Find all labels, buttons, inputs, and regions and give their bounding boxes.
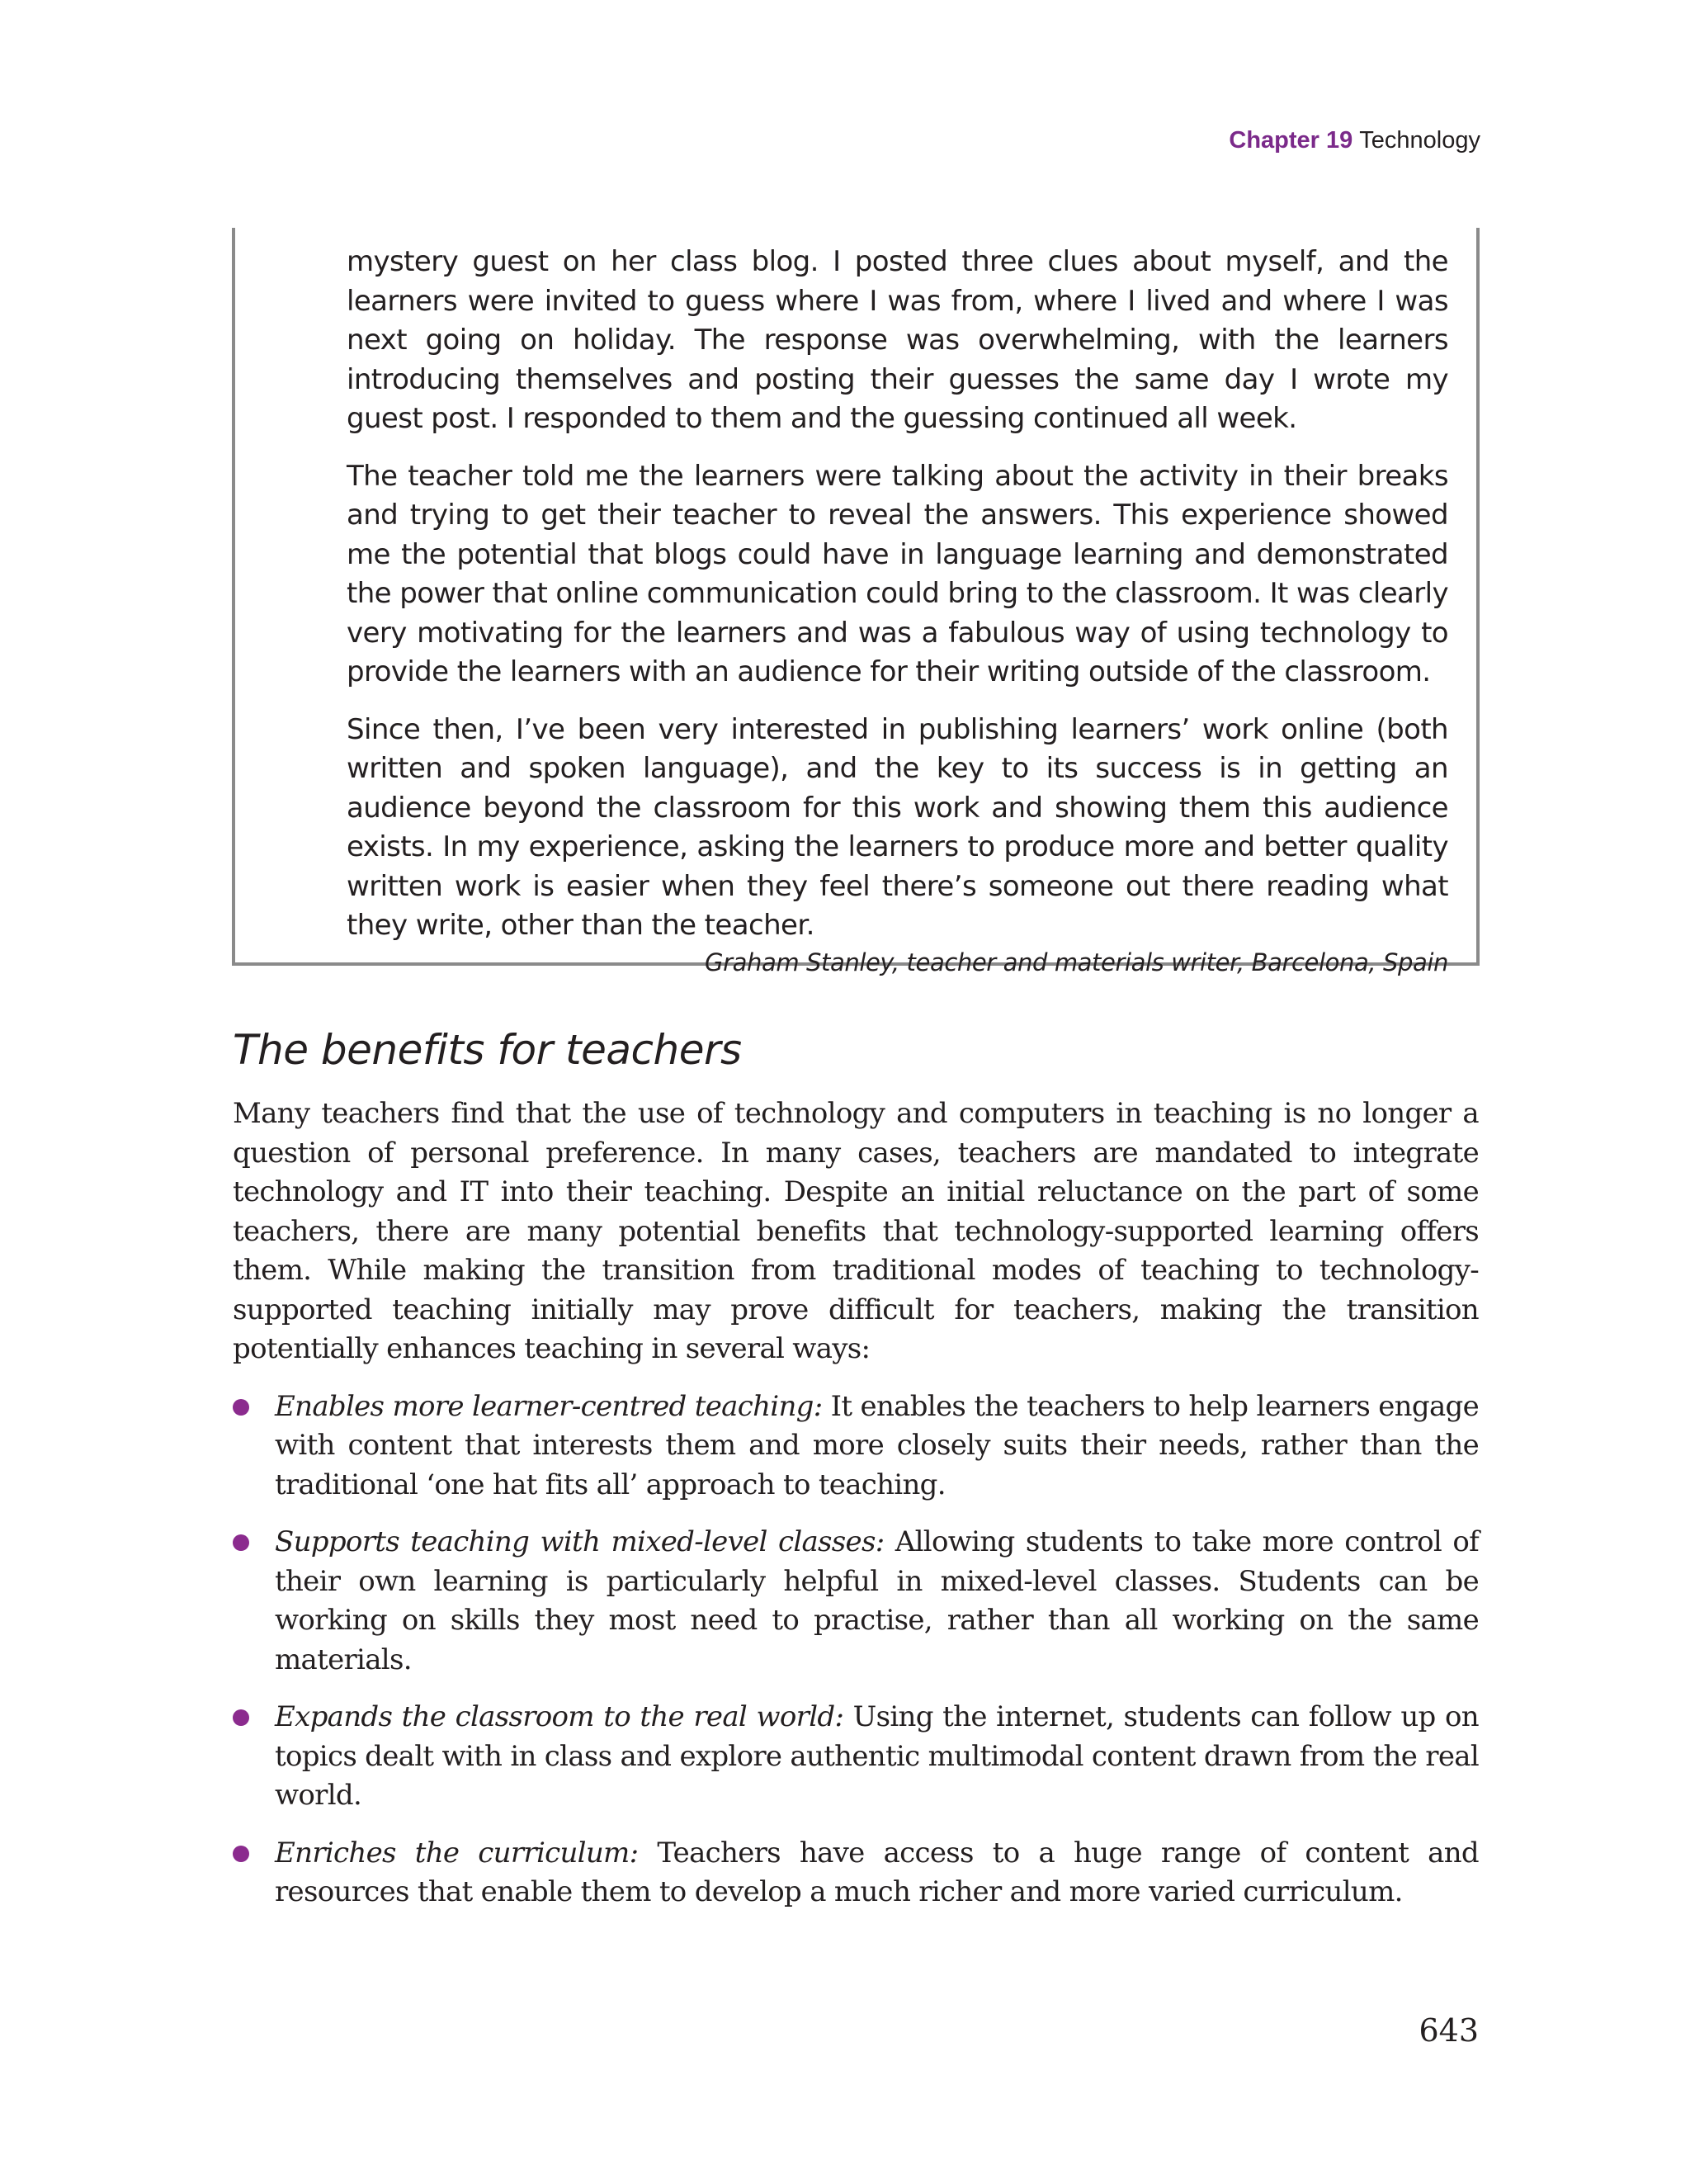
benefits-list <box>233 1387 1479 1912</box>
bullet-text: Teachers have access to a huge range of content and resources that enable them to develop a much richer and more varied curriculum. <box>275 1836 1480 1908</box>
bullet-text: Allowing students to take more control of their own learning is particularly helpful in mixed-level classes. Students can be working on skills they most need to practise, rather than all working on the same materials. <box>275 1525 1479 1676</box>
list-item <box>233 1698 1479 1816</box>
chapter-label: Chapter 19 <box>1229 127 1353 154</box>
running-head <box>1229 127 1480 154</box>
list-item <box>233 1834 1479 1912</box>
case-study-box <box>232 228 1480 976</box>
case-study-paragraph: Since then, I’ve been very interested in publishing learners’ work online (both written and spoken language), and the key to its success is in getting an audience beyond the classroom for this work and showing them this audience exists. In my experience, asking the learners to produce more and better quality written work is easier when they feel there’s someone out there reading what they write, other than the teacher. <box>347 712 1448 942</box>
bullet-text: Using the internet, students can follow up on topics dealt with in class and explore authentic multimodal content drawn from the real world. <box>275 1700 1479 1812</box>
list-item <box>233 1387 1479 1506</box>
case-study-paragraph: mystery guest on her class blog. I posted three clues about myself, and the learners were invited to guess where I was from, where I lived and where I was next going on holiday. The response was overwhelming, with the learners introducing themselves and posting their guesses the same day I wrote my guest post. I responded to them and the guessing continued all week. <box>347 245 1448 435</box>
page-number: 643 <box>1419 2012 1479 2049</box>
list-item <box>233 1523 1479 1680</box>
bullet-dot-icon <box>233 1846 249 1862</box>
bullet-term: Expands the classroom to the real world: <box>275 1700 844 1733</box>
case-study-paragraph: The teacher told me the learners were talking about the activity in their breaks and trying to get their teacher to reveal the answers. This experience showed me the potential that blogs could have in language learning and demonstrated the power that online communication could bring to the classroom. It was clearly very motivating for the learners and was a fabulous way of using technology to provide the learners with an audience for their writing outside of the classroom. <box>347 459 1448 688</box>
main-text <box>233 1094 1479 1931</box>
bullet-dot-icon <box>233 1534 249 1551</box>
bullet-term: Enriches the curriculum: <box>275 1836 639 1870</box>
bullet-term: Enables more learner-centred teaching: <box>275 1389 823 1423</box>
section-heading: The benefits for teachers <box>233 1026 742 1074</box>
chapter-title: Technology <box>1359 127 1480 154</box>
bullet-term: Supports teaching with mixed-level classes: <box>275 1525 885 1558</box>
bullet-dot-icon <box>233 1709 249 1726</box>
intro-paragraph: Many teachers find that the use of technology and computers in teaching is no longer a question of personal preference. In many cases, teachers are mandated to integrate technology and IT into their teaching. Despite an initial reluctance on the part of some teachers, there are many potential benefits that technology-supported learning offers them. While making the transition from traditional modes of teaching to technology-supported teaching initially may prove difficult for teachers, making the transition potentially enhances teaching in several ways: <box>233 1097 1479 1365</box>
bullet-text: It enables the teachers to help learners engage with content that interests them and more closely suits their needs, rather than the traditional ‘one hat fits all’ approach to teaching. <box>275 1389 1480 1501</box>
case-study-attribution: Graham Stanley, teacher and materials writer, Barcelona, Spain <box>705 948 1448 976</box>
bullet-dot-icon <box>233 1399 249 1416</box>
